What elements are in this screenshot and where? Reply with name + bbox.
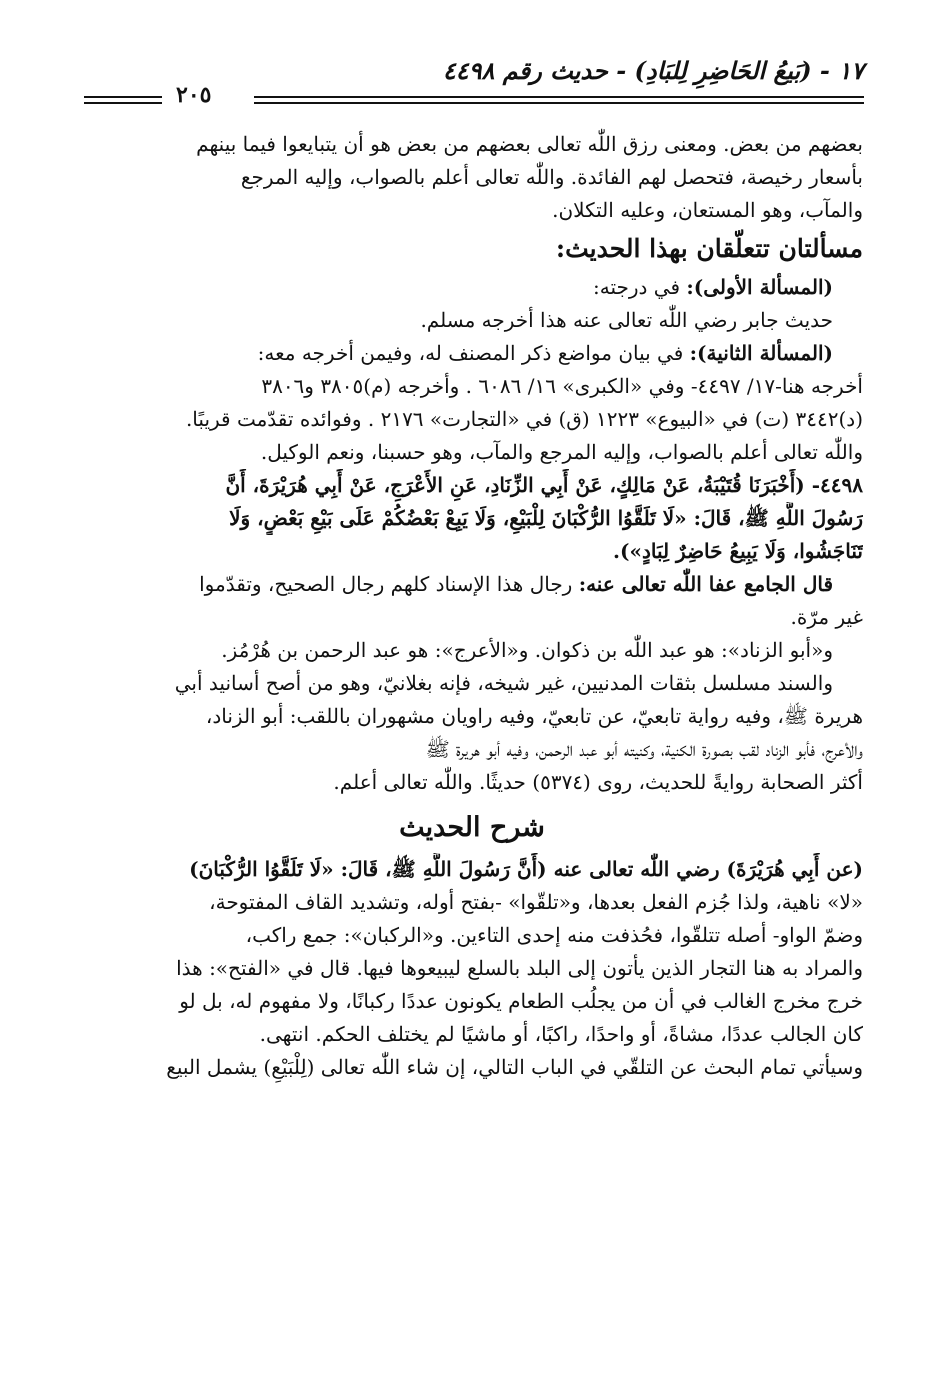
paragraph-line: غير مرّة. xyxy=(790,605,863,629)
header-rule-short xyxy=(84,96,162,104)
paragraph-line: و«أبو الزناد»: هو عبد اللّٰه بن ذكوان. و«الأعرج»: هو عبد الرحمن بن هُرْمُز. xyxy=(221,638,833,662)
running-title: ١٧ - (بَيعُ الحَاضِرِ لِلبَادِ) - حديث رقم ٤٤٩٨ xyxy=(442,56,864,85)
paragraph-line: بعضهم من بعض. ومعنى رزق اللّٰه تعالى بعضهم من بعض هو أن يتبايعوا فيما بينهم xyxy=(196,132,863,156)
hadith-line: ٤٤٩٨- (أَخْبَرَنَا قُتَيْبَةُ، عَنْ مَالِكٍ، عَنْ أَبِي الزِّنَادِ، عَنِ الأَعْرَجِ، عَنْ أَبِي هُرَيْرَةَ، أَنَّ xyxy=(225,473,863,497)
paragraph-line: والسند مسلسل بثقات المدنيين، غير شيخه، فإنه بغلانيّ، وهو من أصح أسانيد أبي xyxy=(174,671,833,695)
question-text: في درجته: xyxy=(593,275,687,299)
section-heading: مسألتان تتعلّقان بهذا الحديث: xyxy=(555,234,863,263)
paragraph-line: والأعرج، فأبو الزناد لقب بصورة الكنية، وكنيته أبو عبد الرحمن، وفيه أبو هريرة ﷺ xyxy=(425,737,863,761)
paragraph-line: والمراد به هنا التجار الذين يأتون إلى البلد بالسلع ليبيعوها فيها. قال في «الفتح»: هذا xyxy=(176,956,863,980)
paragraph-line: حديث جابر رضي اللّٰه تعالى عنه هذا أخرجه مسلم. xyxy=(420,308,833,332)
paragraph-line: خرج مخرج الغالب في أن من يجلُب الطعام يكونون عددًا ركبانًا، ولا مفهوم له، بل لو xyxy=(179,989,863,1013)
header-rule xyxy=(254,96,864,104)
paragraph-line: أخرجه هنا-١٧/ ٤٤٩٧- وفي «الكبرى» ١٦/ ٦٠٨٦ . وأخرجه (م)٣٨٠٥ و٣٨٠٦ xyxy=(261,374,863,398)
paragraph-line: «لا» ناهية، ولذا جُزم الفعل بعدها، و«تلقّوا» -بفتح أوله، وتشديد القاف المفتوحة، xyxy=(209,890,863,914)
hadith-line: تَنَاجَشُوا، وَلَا يَبِيعُ حَاضِرٌ لِبَادٍ»). xyxy=(613,539,863,563)
question-one xyxy=(81,271,863,304)
jami-text: رجال هذا الإسناد كلهم رجال الصحيح، وتقدّموا xyxy=(199,572,579,596)
paragraph-line: هريرة ﷺ، وفيه رواية تابعيّ، عن تابعيّ، وفيه راويان مشهوران باللقب: أبو الزناد، xyxy=(205,704,863,728)
page-header xyxy=(84,56,864,108)
paragraph-line: كان الجالب عددًا، مشاةً، أو واحدًا، راكبًا، أو ماشيًا لم يختلف الحكم. انتهى. xyxy=(259,1022,863,1046)
question-text: في بيان مواضع ذكر المصنف له، وفيمن أخرجه معه: xyxy=(257,341,690,365)
paragraph-line: وسيأتي تمام البحث عن التلقّي في الباب التالي، إن شاء اللّٰه تعالى (لِلْبَيْعِ) يشمل البيع xyxy=(166,1055,863,1079)
question-label: (المسألة الأولى): xyxy=(686,275,833,299)
sharh-heading: شرح الحديث xyxy=(399,812,545,843)
paragraph-line: (د)٣٤٤٢ (ت) في «البيوع» ١٢٢٣ (ق) في «التجارت» ٢١٧٦ . وفوائده تقدّمت قريبًا. xyxy=(185,407,863,431)
hadith-line: رَسُولَ اللَّهِ ﷺ، قَالَ: «لَا تَلَقَّوُا الرُّكْبَانَ لِلْبَيْعِ، وَلَا يَبِعْ بَعْضُكُمْ عَلَى بَيْعِ بَعْضٍ، وَلَا xyxy=(229,506,863,530)
question-label: (المسألة الثانية): xyxy=(689,341,833,365)
page-body xyxy=(81,128,863,1084)
paragraph-line: واللّٰه تعالى أعلم بالصواب، وإليه المرجع والمآب، وهو حسبنا، ونعم الوكيل. xyxy=(260,440,863,464)
paragraph-line: بأسعار رخيصة، فتحصل لهم الفائدة. واللّٰه تعالى أعلم بالصواب، وإليه المرجع xyxy=(240,165,863,189)
question-two xyxy=(81,337,863,370)
paragraph-line: والمآب، وهو المستعان، وعليه التكلان. xyxy=(552,198,863,222)
jami-line xyxy=(81,568,863,601)
paragraph-line: أكثر الصحابة روايةً للحديث، روى (٥٣٧٤) حديثًا. واللّٰه تعالى أعلم. xyxy=(333,770,863,794)
paragraph-line: وضمّ الواو- أصله تتلقّوا، فحُذفت منه إحدى التاءين. و«الركبان»: جمع راكب، xyxy=(245,923,863,947)
page-number: ٢٠٥ xyxy=(176,82,212,108)
sharh-line: (عن أَبِي هُرَيْرَةَ) رضي اللّٰه تعالى عنه (أَنَّ رَسُولَ اللَّهِ ﷺ، قَالَ: «لَا تَلَقَّوُا الرُّكْبَانَ) xyxy=(189,857,863,881)
jami-label: قال الجامع عفا اللّٰه تعالى عنه: xyxy=(578,572,833,596)
